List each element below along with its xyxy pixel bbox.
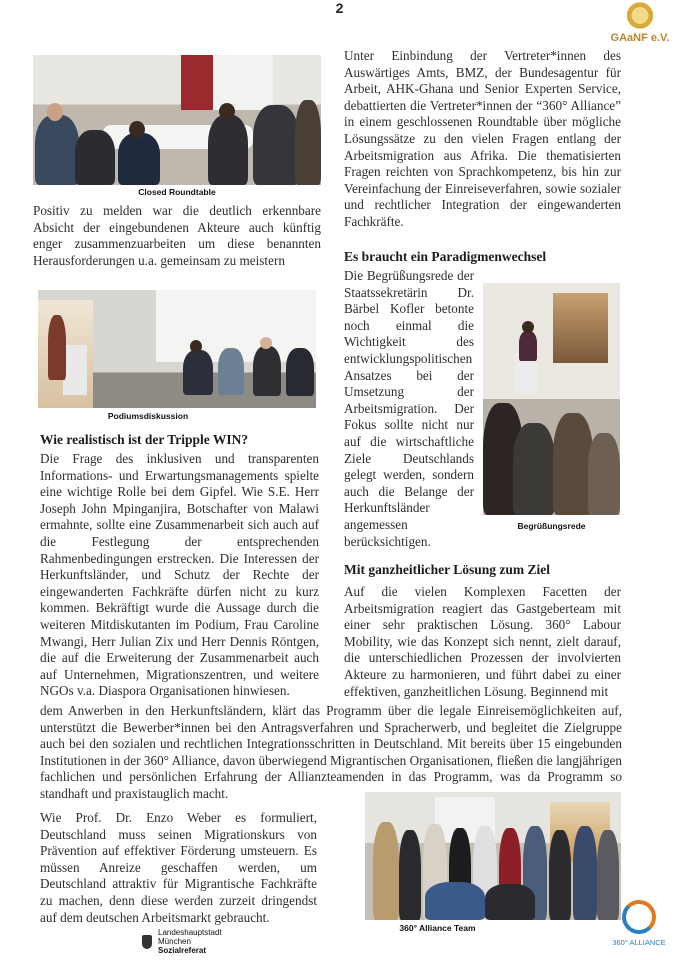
munich-coat-of-arms-icon [142,935,152,949]
tripple-win-paragraph: Die Frage des inklusiven und transparenten Informations- und Erwartungsmanagements spielte eine wichtige Rolle bei dem Gipfel. Wie S.E. Herr Joseph John Mpinganjira, Botschafter von Malawi ermahnte, sollte eine Zusammenarbeit sich auch auf die Festlegung der entsprechenden Rahmenbedingungen erstrecken. Die Interessen der Herkunftsländer, und Schutz der Rechte der eingewanderten Fachkräfte dürfen nicht zu kurz kommen. Bekräftigt wurde die Aussage durch die weiteren Mitdiskutanten im Podium, Frau Caroline Mwangi, Herr Julian Zix und Herr Dennis Röntgen, die auf die Erweiterung der Zusammenarbeit auch auf Unternehmen, Migrationszentren, und weitere NGOs v.a. Diaspora Organisationen hinwiesen. [40,451,319,699]
page-number: 2 [335,0,344,16]
gaanf-logo-text: GAaNF e.V. [610,32,670,44]
munich-logo-line1: Landeshauptstadt [158,928,222,937]
alliance-logo [609,900,669,947]
alliance-logo-text: 360° ALLIANCE [612,938,666,947]
gaanf-logo [609,2,671,44]
greeting-photo [483,283,620,515]
alliance-team-photo [365,792,621,920]
globe-wreath-icon [623,2,657,32]
closed-roundtable-caption: Closed Roundtable [138,187,216,197]
paradigm-heading: Es braucht ein Paradigmenwechsel [344,249,547,264]
bottom-left-paragraph: Wie Prof. Dr. Enzo Weber es formuliert, Deutschland muss seinen Migrationskurs von Prävention auf effektiver Förderung umsteuern. Es müssen Anreize geschaffen werden, um Deutschland attraktiv für Migrantische Fachkräfte zu machen, denn diese werden zurzeit dringendst auf dem deutschen Arbeitsmarkt gebraucht. [40,810,317,925]
tripple-win-heading: Wie realistisch ist der Tripple WIN? [40,432,249,447]
podium-photo [38,290,316,408]
greeting-caption: Begrüßungsrede [517,521,586,531]
munich-logo-line3: Sozialreferat [158,946,207,955]
munich-sozialreferat-logo [142,928,222,955]
closed-roundtable-photo [33,55,321,185]
holistic-heading: Mit ganzheitlicher Lösung zum Ziel [344,562,550,577]
right-intro-paragraph: Unter Einbindung der Vertreter*innen des Auswärtiges Amts, BMZ, der Bundesagentur für Arbeit, AHK-Ghana und Senior Experten Service, debattierten die Vertreter*innen der “360° Alliance” in einem geschlossenen Roundtable über mögliche Lösungssätze zu den vielen Fragen entlang der Arbeitsmigration aus Afrika. Die thematisierten Fragen reichten von Sprachkompetenz, bis hin zur Vereinfachung der Einreiseverfahren, sowie sozialer und rechtlicher Integration der eingewanderten Fachkräfte. [344,48,621,229]
alliance-360-icon [622,900,656,934]
podium-caption: Podiumsdiskussion [107,411,189,421]
munich-logo-line2: München [158,937,191,946]
paradigm-paragraph: Die Begrüßungsrede der Staatssekretärin Dr. Bärbel Kofler betonte noch einmal die Wichtigkeit des entwicklungspolitischen Ansatzes bei der Umsetzung der Arbeitsmigration. Der Fokus sollte nicht nur auf die wirtschaftliche Ziele Deutschlands gelegt werden, sondern auch die Belange der Herkunftsländer angemessen berücksichtigen. [344,268,474,549]
full-width-paragraph: dem Anwerben in den Herkunftsländern, klärt das Programm über die legale Einreisemöglichkeiten auf, unterstützt die Bewerber*innen bei den Antragsverfahren und Spracherwerb, und begleitet die Zielgruppe auch bei den sozialen und rechtlichen Integrationsschritten in Deutschland. Mit bereits über 15 eingebunden Institutionen in der 360° Alliance, davon überwiegend Migrantischen Organisationen, fließen die langjährigen fachlichen und persönlichen Erfahrung der Allianzteamenden in das Programm, was da Programm so standhaft und praxistauglich macht. [40,703,622,801]
alliance-team-caption: 360° Alliance Team [399,923,476,933]
left-intro-paragraph: Positiv zu melden war die deutlich erkennbare Absicht der eingebundenen Akteure auch künftig enger zusammenzuarbeiten um diese benannten Herausforderungen u.a. gemeinsam zu meistern [33,203,321,268]
holistic-paragraph: Auf die vielen Komplexen Facetten der Arbeitsmigration reagiert das Gastgeberteam mit einer sehr praktischen Lösung. 360° Labour Mobility, wie das Konzept sich nennt, zielt darauf, die unterschiedlichen Prozessen der involvierten Akteure zu harmonieren, und führt dabei zu einer effektiven, ganzheitlichen Lösung. Beginnend mit [344,584,621,699]
